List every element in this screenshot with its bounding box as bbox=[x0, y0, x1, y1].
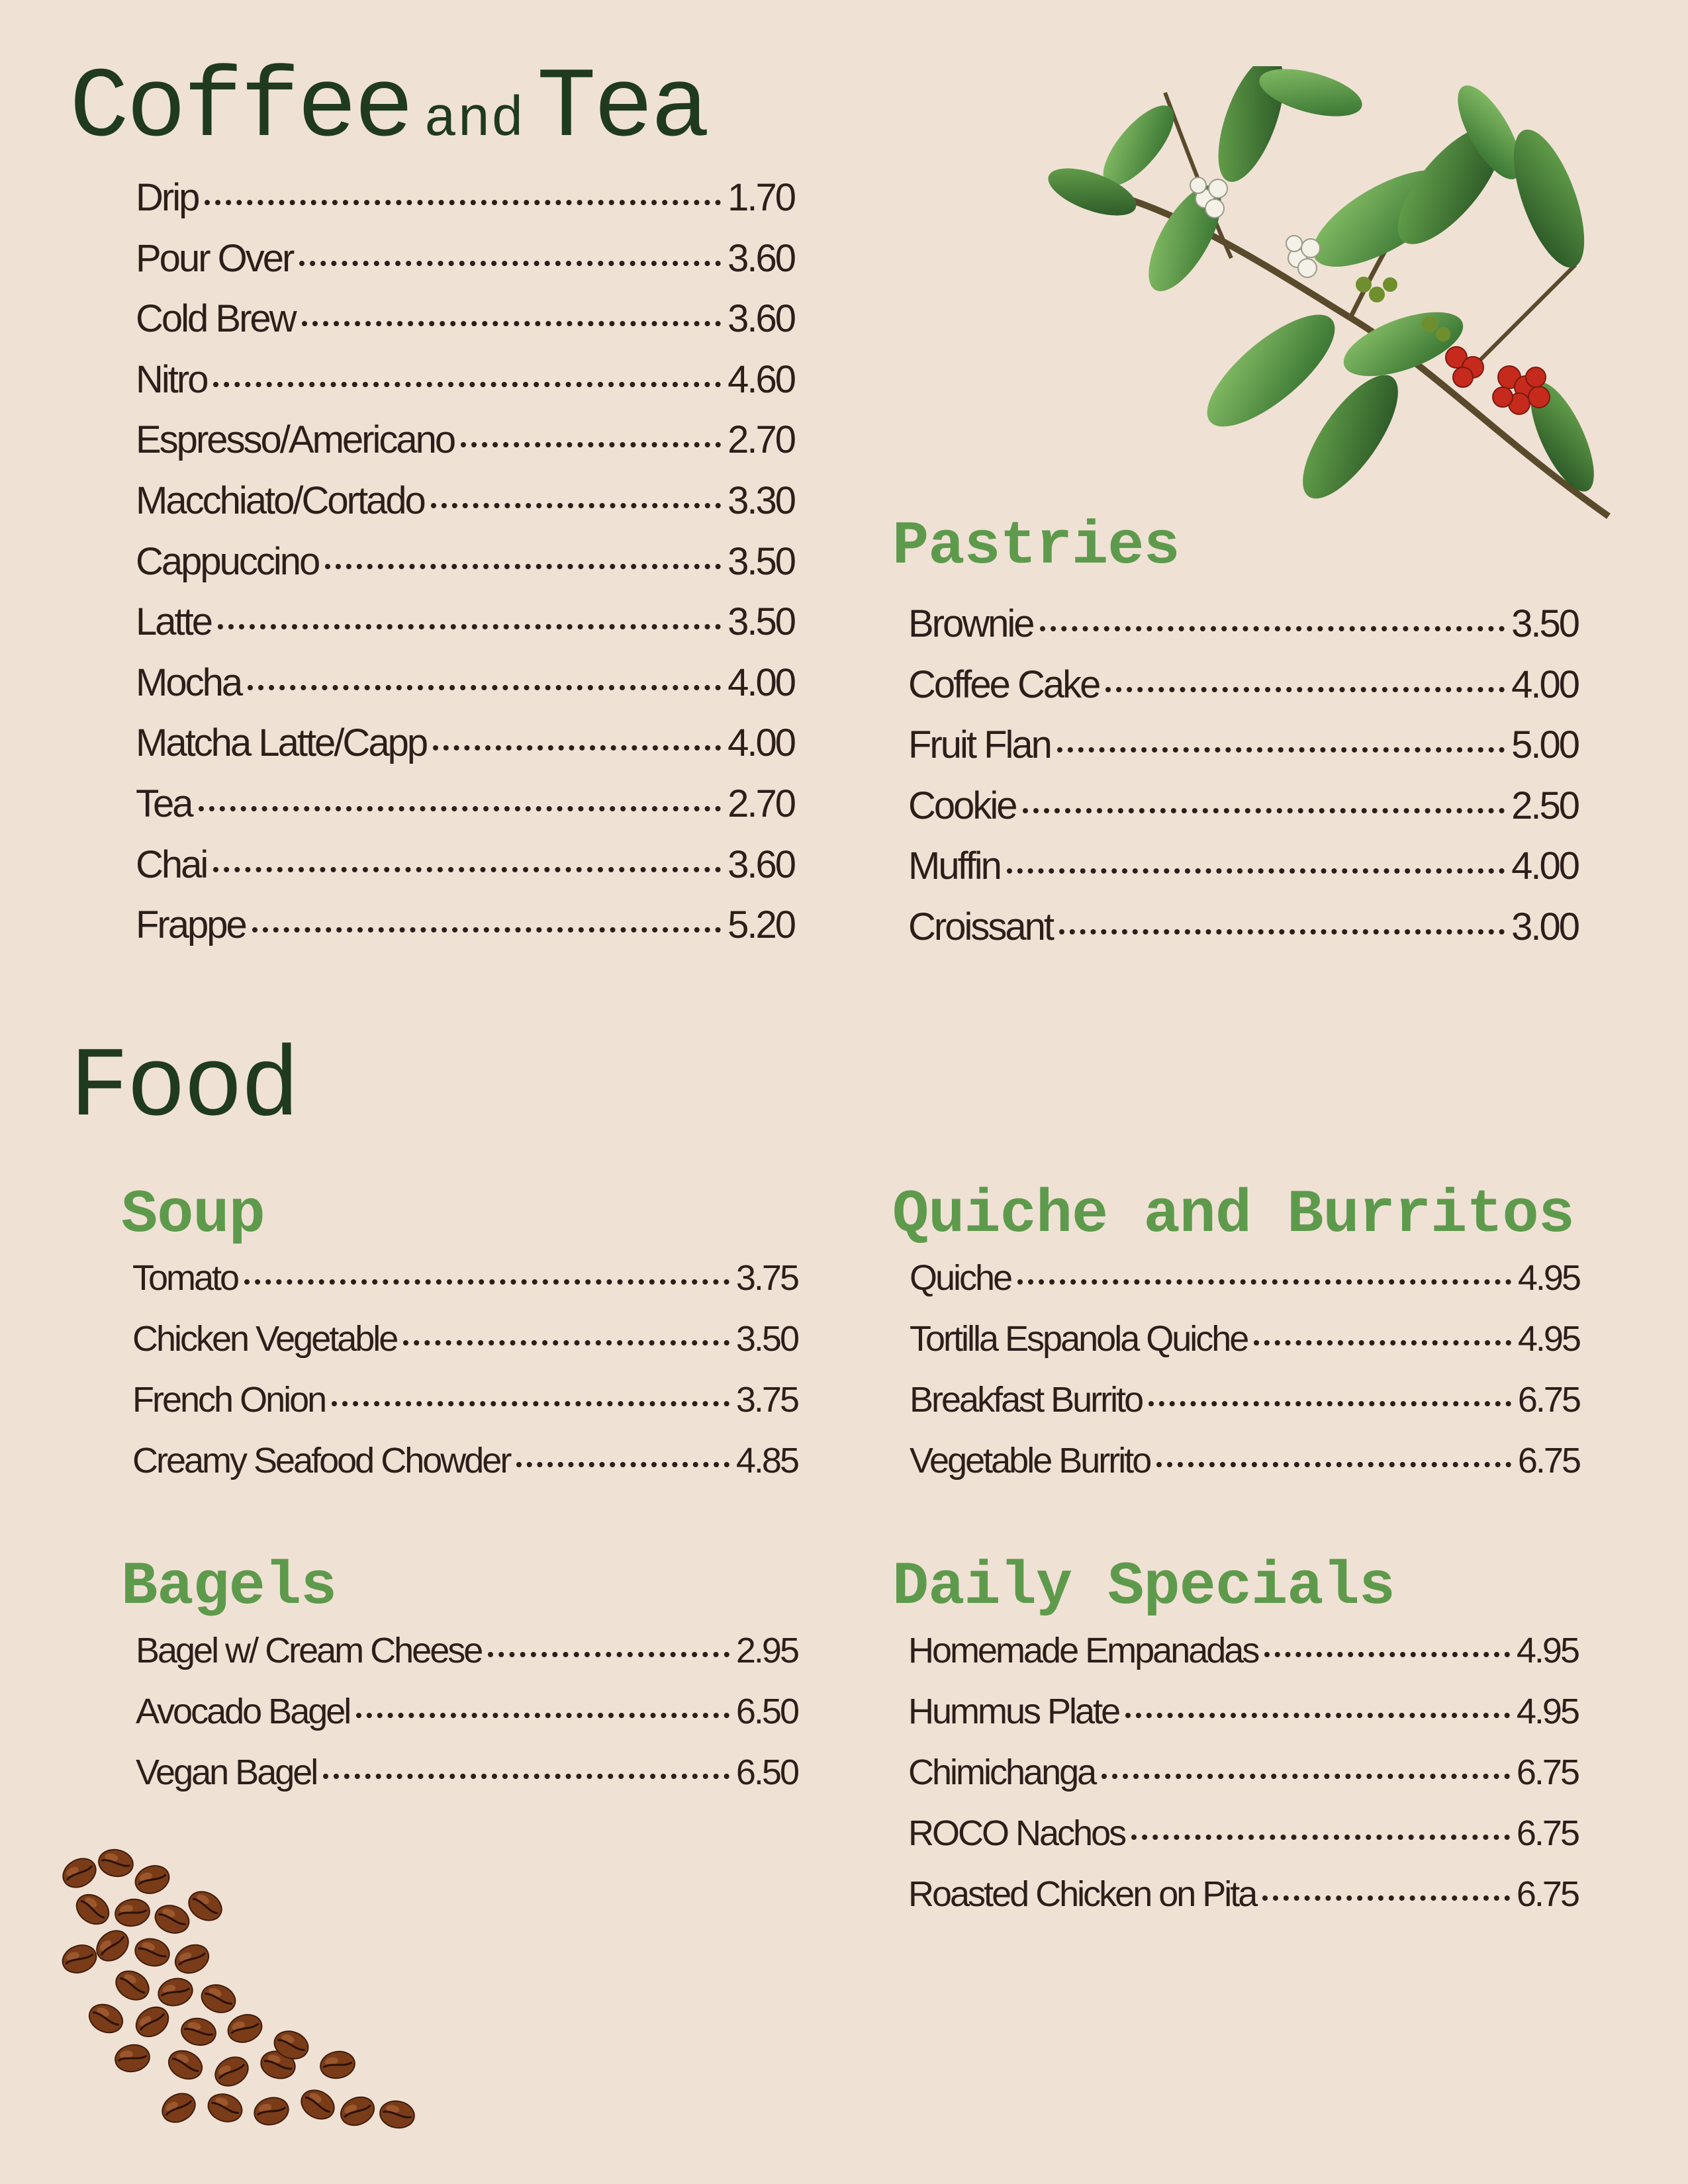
menu-item bbox=[908, 1630, 1578, 1691]
dot-leader bbox=[356, 1713, 729, 1718]
quiche-burritos-heading: Quiche and Burritos bbox=[892, 1180, 1574, 1250]
menu-item bbox=[908, 662, 1578, 723]
item-price: 3.75 bbox=[735, 1380, 798, 1420]
item-price: 1.70 bbox=[727, 176, 794, 219]
menu-item bbox=[132, 1257, 798, 1318]
daily-specials-heading: Daily Specials bbox=[892, 1552, 1395, 1621]
menu-item bbox=[910, 1379, 1579, 1440]
dot-leader bbox=[1040, 626, 1505, 631]
menu-item bbox=[136, 236, 794, 297]
menu-item bbox=[908, 1813, 1578, 1874]
item-price: 3.50 bbox=[727, 539, 794, 583]
item-price: 4.95 bbox=[1516, 1631, 1578, 1670]
menu-item bbox=[908, 844, 1578, 905]
menu-item bbox=[908, 602, 1578, 662]
dot-leader bbox=[1007, 868, 1505, 874]
menu-item bbox=[136, 296, 794, 357]
dot-leader bbox=[252, 927, 721, 933]
item-name: Chai bbox=[136, 842, 207, 886]
item-name: Cookie bbox=[908, 784, 1016, 827]
menu-item bbox=[136, 600, 794, 660]
and-word: and bbox=[424, 89, 524, 152]
food-title: Food bbox=[70, 1032, 298, 1145]
item-price: 4.00 bbox=[727, 721, 794, 765]
menu-item bbox=[908, 1752, 1578, 1813]
item-name: Cold Brew bbox=[136, 297, 295, 341]
menu-item bbox=[132, 1440, 798, 1501]
item-price: 6.50 bbox=[735, 1692, 798, 1731]
item-price: 3.50 bbox=[735, 1319, 798, 1359]
item-price: 3.75 bbox=[735, 1258, 798, 1298]
coffee-beans-icon bbox=[53, 1846, 450, 2158]
dot-leader bbox=[1156, 1462, 1511, 1467]
item-price: 6.75 bbox=[1517, 1380, 1579, 1420]
item-name: Macchiato/Cortado bbox=[136, 478, 424, 522]
item-price: 6.75 bbox=[1516, 1813, 1578, 1853]
dot-leader bbox=[323, 1774, 729, 1779]
coffee-and-tea-title bbox=[70, 53, 708, 165]
dot-leader bbox=[213, 382, 721, 387]
item-name: Avocado Bagel bbox=[136, 1692, 350, 1731]
item-price: 2.70 bbox=[727, 782, 794, 825]
item-price: 4.85 bbox=[735, 1441, 798, 1480]
item-name: Roasted Chicken on Pita bbox=[908, 1874, 1256, 1914]
coffee-tea-list bbox=[136, 175, 794, 964]
menu-item bbox=[136, 1691, 798, 1752]
item-name: Nitro bbox=[136, 357, 207, 401]
dot-leader bbox=[431, 503, 721, 508]
item-name: Coffee Cake bbox=[908, 662, 1100, 706]
item-price: 4.00 bbox=[1511, 844, 1578, 888]
menu-item bbox=[910, 1257, 1579, 1318]
menu-item bbox=[908, 723, 1578, 784]
menu-item bbox=[136, 721, 794, 782]
quiche-burritos-list bbox=[910, 1257, 1579, 1501]
item-name: Vegan Bagel bbox=[136, 1752, 317, 1792]
dot-leader bbox=[1023, 808, 1505, 813]
dot-leader bbox=[325, 564, 721, 569]
item-name: Mocha bbox=[136, 660, 242, 704]
dot-leader bbox=[488, 1652, 729, 1657]
menu-item bbox=[136, 903, 794, 964]
item-name: Matcha Latte/Capp bbox=[136, 721, 427, 765]
item-name: Latte bbox=[136, 600, 211, 644]
item-name: Cappuccino bbox=[136, 539, 319, 583]
dot-leader bbox=[302, 321, 722, 326]
daily-specials-list bbox=[908, 1630, 1578, 1934]
bagels-list bbox=[136, 1630, 798, 1813]
dot-leader bbox=[1057, 747, 1505, 752]
item-price: 4.95 bbox=[1517, 1258, 1579, 1298]
dot-leader bbox=[299, 261, 721, 266]
item-price: 3.50 bbox=[727, 600, 794, 644]
item-price: 3.60 bbox=[727, 297, 794, 341]
item-price: 3.30 bbox=[727, 478, 794, 522]
menu-item bbox=[908, 784, 1578, 844]
menu-item bbox=[136, 357, 794, 418]
dot-leader bbox=[1017, 1279, 1511, 1285]
dot-leader bbox=[199, 806, 722, 811]
dot-leader bbox=[1105, 687, 1505, 692]
item-name: Vegetable Burrito bbox=[910, 1441, 1150, 1480]
bagels-heading: Bagels bbox=[121, 1552, 337, 1621]
dot-leader bbox=[461, 442, 721, 447]
item-name: Creamy Seafood Chowder bbox=[132, 1441, 510, 1480]
item-name: Croissant bbox=[908, 905, 1053, 948]
item-price: 4.60 bbox=[727, 357, 794, 401]
dot-leader bbox=[1059, 929, 1505, 934]
item-name: Espresso/Americano bbox=[136, 418, 455, 462]
dot-leader bbox=[433, 745, 721, 751]
item-price: 6.75 bbox=[1516, 1752, 1578, 1792]
dot-leader bbox=[332, 1401, 729, 1406]
dot-leader bbox=[248, 685, 721, 690]
item-price: 4.95 bbox=[1516, 1692, 1578, 1731]
item-name: Tortilla Espanola Quiche bbox=[910, 1319, 1248, 1359]
item-name: Muffin bbox=[908, 844, 1000, 888]
item-name: Quiche bbox=[910, 1258, 1011, 1298]
menu-item bbox=[910, 1318, 1579, 1379]
soup-heading: Soup bbox=[121, 1180, 265, 1250]
menu-item bbox=[136, 175, 794, 236]
menu-item bbox=[136, 1630, 798, 1691]
item-price: 5.00 bbox=[1511, 723, 1578, 767]
item-name: Homemade Empanadas bbox=[908, 1631, 1258, 1670]
item-name: ROCO Nachos bbox=[908, 1813, 1125, 1853]
tea-word: Tea bbox=[536, 53, 708, 165]
item-price: 4.95 bbox=[1517, 1319, 1579, 1359]
item-name: Brownie bbox=[908, 602, 1033, 645]
item-name: Frappe bbox=[136, 903, 246, 947]
coffee-word: Coffee bbox=[70, 53, 412, 165]
item-price: 5.20 bbox=[727, 903, 794, 947]
item-price: 3.60 bbox=[727, 842, 794, 886]
item-price: 6.50 bbox=[735, 1752, 798, 1792]
menu-item bbox=[136, 539, 794, 600]
menu-item bbox=[136, 418, 794, 478]
dot-leader bbox=[1131, 1835, 1510, 1840]
menu-item bbox=[136, 660, 794, 721]
dot-leader bbox=[1149, 1401, 1511, 1406]
dot-leader bbox=[403, 1340, 729, 1345]
dot-leader bbox=[1125, 1713, 1510, 1718]
item-name: Breakfast Burrito bbox=[910, 1380, 1143, 1420]
item-name: French Onion bbox=[132, 1380, 326, 1420]
dot-leader bbox=[244, 1279, 729, 1285]
menu-item bbox=[136, 842, 794, 903]
dot-leader bbox=[1254, 1340, 1511, 1345]
item-name: Chicken Vegetable bbox=[132, 1319, 397, 1359]
item-name: Tea bbox=[136, 782, 192, 825]
item-price: 2.70 bbox=[727, 418, 794, 462]
menu-item bbox=[908, 1691, 1578, 1752]
item-price: 6.75 bbox=[1517, 1441, 1579, 1480]
item-name: Drip bbox=[136, 176, 199, 219]
item-price: 3.00 bbox=[1511, 905, 1578, 948]
dot-leader bbox=[1264, 1652, 1510, 1657]
coffee-plant-icon bbox=[1033, 66, 1628, 529]
soup-list bbox=[132, 1257, 798, 1501]
menu-item bbox=[908, 1874, 1578, 1934]
item-name: Tomato bbox=[132, 1258, 238, 1298]
dot-leader bbox=[213, 867, 721, 872]
item-price: 2.95 bbox=[735, 1631, 798, 1670]
dot-leader bbox=[218, 624, 721, 629]
menu-item bbox=[136, 782, 794, 842]
menu-item bbox=[132, 1318, 798, 1379]
item-name: Hummus Plate bbox=[908, 1692, 1119, 1731]
item-name: Fruit Flan bbox=[908, 723, 1051, 767]
pastries-heading: Pastries bbox=[892, 512, 1180, 581]
pastries-list bbox=[908, 602, 1578, 966]
menu-item bbox=[908, 905, 1578, 966]
item-price: 6.75 bbox=[1516, 1874, 1578, 1914]
item-name: Bagel w/ Cream Cheese bbox=[136, 1631, 482, 1670]
dot-leader bbox=[1262, 1895, 1510, 1901]
item-price: 4.00 bbox=[1511, 662, 1578, 706]
menu-item bbox=[136, 478, 794, 539]
menu-item bbox=[132, 1379, 798, 1440]
menu-item bbox=[910, 1440, 1579, 1501]
item-name: Pour Over bbox=[136, 236, 293, 280]
menu-item bbox=[136, 1752, 798, 1813]
item-name: Chimichanga bbox=[908, 1752, 1096, 1792]
dot-leader bbox=[205, 200, 721, 205]
item-price: 3.50 bbox=[1511, 602, 1578, 645]
item-price: 4.00 bbox=[727, 660, 794, 704]
item-price: 2.50 bbox=[1511, 784, 1578, 827]
item-price: 3.60 bbox=[727, 236, 794, 280]
dot-leader bbox=[516, 1462, 729, 1467]
dot-leader bbox=[1102, 1774, 1510, 1779]
